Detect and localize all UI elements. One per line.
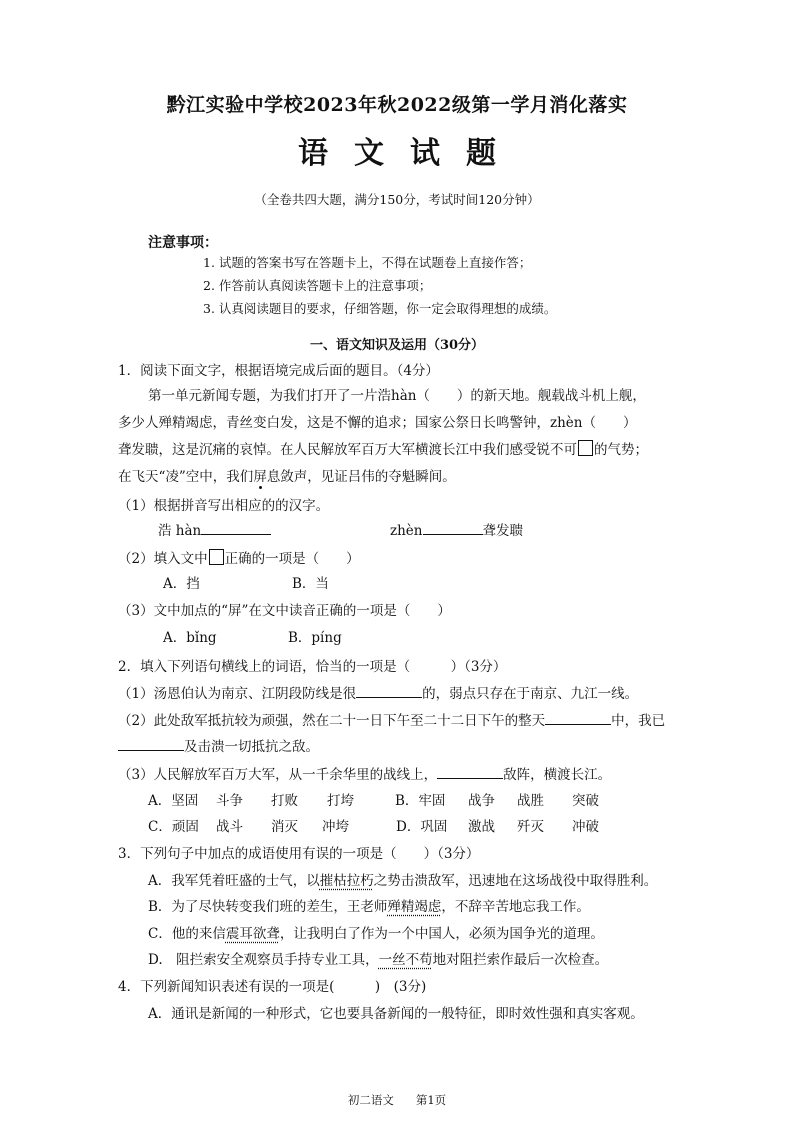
q1-sub1-answer-b	[390, 519, 523, 539]
q2-sub2-cont-text: 及击溃一切抵抗之敌。	[184, 739, 319, 755]
option-word: 歼灭	[517, 819, 544, 835]
school-title: 黔江实验中学校2023年秋2022级第一学月消化落实	[166, 94, 628, 116]
dotted-idiom: 摧枯拉朽	[319, 873, 374, 889]
dotted-char: 屏	[253, 469, 267, 485]
q2-sub3-pre: （3）人民解放军百万大军，从一千余华里的战线上，	[118, 767, 438, 783]
q1-passage-line-1: 第一单元新闻专题，为我们打开了一片浩hàn（ ）的新天地。舰载战斗机上舰，	[148, 388, 646, 404]
q1-passage-line-4	[118, 465, 456, 485]
option-word: 战胜	[517, 793, 544, 809]
q2-option-b[interactable]	[395, 789, 599, 809]
q2-sub3-post: 敌阵，横渡长江。	[503, 767, 612, 783]
q2-option-c[interactable]	[148, 815, 349, 835]
q4-option-a[interactable]: A．通讯是新闻的一种形式，它也要具备新闻的一般特征，即时效性强和真实客观。	[148, 1006, 644, 1022]
option-word: D．巩固	[396, 819, 448, 835]
q2-sub2-pre: （2）此处敌军抵抗较为顽强，然在二十一日下午至二十二日下午的整天	[118, 713, 546, 729]
notice-item-1: 1. 试题的答案书写在答题卡上，不得在试题卷上直接作答；	[203, 255, 532, 270]
q1-passage-line-3	[118, 438, 648, 458]
option-word: 激战	[468, 819, 495, 835]
q1-passage-line-3-tail: 的气势；	[594, 442, 648, 458]
q1-passage-line-4-post: 息敛声，见证吕伟的夺魁瞬间。	[266, 469, 456, 485]
pinyin-label: 浩 hàn	[158, 523, 202, 539]
blank-box	[209, 549, 224, 565]
option-word: 冲垮	[322, 819, 349, 835]
q1-sub2-option-a[interactable]: A．挡	[163, 576, 200, 592]
q3-option-d[interactable]	[148, 948, 608, 968]
q2-sub1	[118, 682, 638, 702]
option-word: 斗争	[216, 793, 243, 809]
answer-blank[interactable]	[118, 737, 184, 751]
option-word: B．牢固	[395, 793, 446, 809]
q1-passage-line-4-pre: 在飞天“凌”空中，我们	[118, 469, 254, 485]
section-title: 一、语文知识及运用（30分）	[309, 338, 485, 353]
q1-sub1-answer-a	[158, 519, 271, 539]
option-word: 突破	[572, 793, 599, 809]
footer-course: 初二语文	[347, 1093, 394, 1107]
subject-title: 语文试题	[298, 136, 522, 171]
option-word: 消灭	[271, 819, 298, 835]
option-text: A．我军凭着旺盛的士气，以	[148, 873, 320, 889]
blank-box	[578, 440, 593, 456]
q2-sub2	[118, 709, 665, 729]
q1-passage-line-3-text: 聋发聩，这是沉痛的哀悼。在人民解放军百万大军横渡长江中我们感受锐不可	[118, 442, 577, 458]
option-word: 打垮	[327, 793, 354, 809]
dotted-idiom: 一丝不苟	[378, 952, 433, 968]
q1-passage-line-2: 多少人殚精竭虑，青丝变白发，这是不懈的追求；国家公祭日长鸣警钟，zhèn（ ）	[118, 415, 637, 431]
q2-sub1-post: 的，弱点只存在于南京、九江一线。	[422, 686, 639, 702]
q1-sub1: （1）根据拼音写出相应的的汉字。	[118, 498, 330, 514]
option-text: B．为了尽快转变我们班的差生，王老师	[148, 899, 388, 915]
q1-stem: 1．阅读下面文字，根据语境完成后面的题目。（4分）	[118, 363, 439, 379]
dotted-idiom: 殚精竭虑	[387, 899, 442, 915]
answer-blank[interactable]	[545, 711, 611, 725]
q1-sub2-pre: （2）填入文中	[118, 551, 208, 567]
answer-blank[interactable]	[437, 765, 503, 779]
q2-sub2-post: 中，我已	[611, 713, 666, 729]
q2-option-d[interactable]	[396, 815, 599, 835]
option-text: 地对阻拦索作最后一次检查。	[432, 952, 609, 968]
page-footer	[0, 1092, 794, 1108]
q1-sub2-post: 正确的一项是（ ）	[224, 551, 360, 567]
footer-page-number: 第1页	[415, 1093, 447, 1107]
option-word: 战斗	[216, 819, 243, 835]
answer-blank[interactable]	[423, 521, 483, 535]
answer-blank[interactable]	[201, 521, 271, 535]
q1-sub2-option-b[interactable]: B．当	[292, 576, 329, 592]
q2-stem: 2．填入下列语句横线上的词语，恰当的一项是（ ）（3分）	[118, 659, 507, 675]
q2-sub2-cont	[118, 735, 319, 755]
q1-sub2	[118, 547, 360, 567]
word-tail: 聋发聩	[482, 523, 523, 539]
q1-sub3-option-a[interactable]: A．bǐng	[163, 630, 217, 646]
q3-option-a[interactable]	[148, 869, 657, 889]
q2-option-a[interactable]	[148, 789, 354, 809]
q2-sub3	[118, 763, 611, 783]
q3-stem: 3．下列句子中加点的成语使用有误的一项是（ ）（3分）	[118, 846, 480, 862]
option-text: C．他的来信	[148, 926, 226, 942]
option-word: C．顽固	[148, 819, 199, 835]
q2-sub1-pre: （1）汤恩伯认为南京、江阴段防线是很	[118, 686, 357, 702]
answer-blank[interactable]	[356, 684, 422, 698]
option-word: A．坚固	[148, 793, 199, 809]
q3-option-b[interactable]	[148, 895, 590, 915]
option-text: 之势击溃敌军，迅速地在这场战役中取得胜利。	[373, 873, 658, 889]
option-word: 战争	[468, 793, 495, 809]
notice-item-2: 2. 作答前认真阅读答题卡上的注意事项；	[203, 278, 432, 293]
q4-stem: 4．下列新闻知识表述有误的一项是( ) (3分)	[118, 979, 427, 995]
pinyin-label: zhèn	[390, 523, 423, 539]
option-text: ，让我明白了作为一个中国人，必须为国争光的道理。	[279, 926, 604, 942]
dotted-idiom: 震耳欲聋	[225, 926, 280, 942]
q3-option-c[interactable]	[148, 922, 604, 942]
option-text: D. 阻拦索安全观察员手持专业工具，	[148, 952, 379, 968]
option-word: 打败	[271, 793, 298, 809]
notice-item-3: 3. 认真阅读题目的要求，仔细答题，你一定会取得理想的成绩。	[203, 301, 557, 316]
option-word: 冲破	[572, 819, 599, 835]
option-text: ，不辞辛苦地忘我工作。	[441, 899, 590, 915]
notice-heading: 注意事项：	[148, 235, 218, 251]
q1-sub3-option-b[interactable]: B．píng	[288, 630, 342, 646]
q1-sub3: （3）文中加点的“屏”在文中读音正确的一项是（ ）	[118, 603, 451, 619]
exam-info: （全卷共四大题，满分150分，考试时间120分钟）	[254, 192, 540, 207]
